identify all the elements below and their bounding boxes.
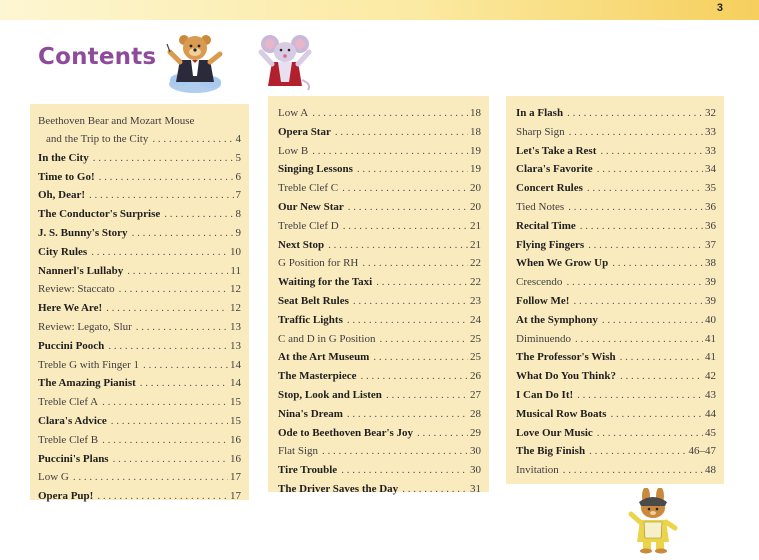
toc-entry[interactable] [30,112,249,130]
leader-dots [353,292,468,311]
contents-column-3 [506,96,724,484]
toc-entry-page: 16 [230,433,241,446]
toc-entry-title: Recital Time [516,219,576,232]
toc-entry-title: Treble G with Finger 1 [38,358,140,371]
toc-entry-title: Flying Fingers [516,238,585,251]
header-band [0,0,759,20]
toc-entry-title: Review: Legato, Slur [38,320,132,333]
leader-dots [597,160,703,179]
toc-entry-page: 20 [470,200,481,213]
toc-entry-title: What Do You Think? [516,370,616,383]
leader-dots [89,186,233,205]
toc-entry-title: Diminuendo [516,332,571,345]
toc-entry-title: I Can Do It! [516,388,574,401]
leader-dots [102,393,228,412]
toc-entry[interactable] [506,442,724,461]
toc-entry[interactable] [268,311,489,330]
leader-dots [402,480,468,499]
toc-entry[interactable] [30,318,249,337]
toc-entry-title: Oh, Dear! [38,189,86,202]
toc-entry[interactable] [268,367,489,386]
leader-dots [602,311,703,330]
toc-entry[interactable] [268,348,489,367]
toc-entry-title: Our New Star [278,200,344,213]
toc-entry-title: Seat Belt Rules [278,294,349,307]
toc-entry-title: Ode to Beethoven Bear's Joy [278,426,414,439]
leader-dots [347,311,468,330]
toc-entry-page: 13 [230,339,241,352]
toc-entry-page: 34 [705,163,716,176]
toc-entry[interactable] [506,104,724,123]
toc-entry-page: 12 [230,302,241,315]
toc-entry-page: 40 [705,313,716,326]
toc-entry-title: Treble Clef D [278,219,339,232]
toc-entry-title: Musical Row Boats [516,407,607,420]
toc-entry-page: 39 [705,294,716,307]
toc-entry[interactable] [30,337,249,356]
toc-entry[interactable] [268,236,489,255]
toc-entry[interactable] [30,431,249,450]
toc-entry[interactable] [506,348,724,367]
leader-dots [343,217,468,236]
toc-entry-title: At the Symphony [516,313,598,326]
toc-entry-page: 7 [235,189,241,202]
toc-entry[interactable] [30,205,249,224]
contents-column-2 [268,96,489,495]
toc-entry[interactable] [268,123,489,142]
toc-entry[interactable] [268,217,489,236]
toc-entry[interactable] [506,160,724,179]
leader-dots [620,367,703,386]
toc-entry[interactable] [268,160,489,179]
page-title: Contents [38,44,157,70]
toc-entry-page: 41 [705,351,716,364]
toc-entry[interactable] [506,254,724,273]
leader-dots [119,280,228,299]
toc-entry-page: 36 [705,219,716,232]
leader-dots [610,405,703,424]
toc-entry[interactable] [506,424,724,443]
toc-entry-page: 22 [470,276,481,289]
toc-entry-page: 33 [705,125,716,138]
leader-dots [99,168,234,187]
toc-entry[interactable] [268,461,489,480]
leader-dots [93,149,234,168]
toc-entry-page: 25 [470,351,481,364]
leader-dots [620,348,703,367]
toc-entry-title: Treble Clef A [38,396,99,409]
toc-entry-page: 44 [705,407,716,420]
toc-entry-title: Love Our Music [516,426,593,439]
toc-entry-page: 23 [470,294,481,307]
toc-entry-title: Waiting for the Taxi [278,276,373,289]
toc-entry-page: 26 [470,370,481,383]
leader-dots [312,104,468,123]
toc-entry-title: Beethoven Bear and Mozart Mouse [38,115,195,127]
toc-entry-page: 8 [235,208,241,221]
toc-entry-page: 29 [470,426,481,439]
toc-entry-title: Time to Go! [38,170,95,183]
toc-entry[interactable] [268,386,489,405]
toc-entry[interactable] [506,236,724,255]
toc-entry-title: Tire Trouble [278,464,338,477]
toc-entry[interactable] [268,142,489,161]
toc-entry-title: The Masterpiece [278,370,357,383]
toc-entry[interactable] [268,480,489,499]
toc-entry[interactable] [506,330,724,349]
toc-entry-title: Singing Lessons [278,163,353,176]
toc-entry[interactable] [30,412,249,431]
leader-dots [566,273,703,292]
toc-entry[interactable] [268,405,489,424]
toc-entry-title: Clara's Advice [38,414,107,427]
leader-dots [164,205,233,224]
leader-dots [379,330,468,349]
toc-entry-page: 13 [230,320,241,333]
leader-dots [373,348,468,367]
toc-entry-title: Invitation [516,464,559,477]
toc-entry[interactable] [268,442,489,461]
toc-entry-title: Nina's Dream [278,407,343,420]
toc-entry-title: J. S. Bunny's Story [38,226,128,239]
toc-entry-title: Puccini Pooch [38,339,105,352]
toc-entry[interactable] [30,487,249,506]
leader-dots [577,386,703,405]
toc-entry-title: Tied Notes [516,200,565,213]
toc-entry-title: Sharp Sign [516,125,565,138]
toc-entry-page: 5 [235,151,241,164]
toc-entry-page: 33 [705,144,716,157]
toc-entry[interactable] [506,405,724,424]
toc-entry-page: 17 [230,471,241,484]
toc-entry-page: 46–47 [688,445,716,458]
toc-entry[interactable] [30,262,249,281]
toc-entry-title: Low A [278,107,309,119]
toc-entry[interactable] [30,450,249,469]
leader-dots [111,412,228,431]
toc-entry-page: 30 [470,445,481,458]
toc-entry-page: 20 [470,182,481,195]
toc-entry-title: and the Trip to the City [46,133,149,145]
leader-dots [362,254,468,273]
leader-dots [569,123,703,142]
toc-entry[interactable] [506,273,724,292]
leader-dots [113,450,228,469]
toc-entry-page: 31 [470,482,481,495]
leader-dots [132,224,234,243]
toc-entry-page: 28 [470,407,481,420]
toc-entry[interactable] [506,367,724,386]
toc-entry[interactable] [30,393,249,412]
toc-entry-page: 12 [230,283,241,296]
leader-dots [108,337,228,356]
toc-entry-page: 45 [705,426,716,439]
toc-entry-page: 41 [705,332,716,345]
toc-entry-title: Nannerl's Lullaby [38,264,124,277]
toc-entry[interactable] [506,386,724,405]
toc-entry-title: Puccini's Plans [38,452,109,465]
toc-entry[interactable] [268,104,489,123]
page-number: 3 [716,2,723,14]
toc-entry[interactable] [506,142,724,161]
toc-entry-page: 4 [235,133,241,145]
toc-entry[interactable] [30,130,249,149]
toc-entry-page: 10 [230,245,241,258]
toc-entry-title: Treble Clef C [278,182,339,195]
toc-entry[interactable] [30,299,249,318]
toc-entry-title: Let's Take a Rest [516,144,597,157]
toc-entry-page: 17 [230,490,241,503]
toc-entry[interactable] [268,292,489,311]
toc-entry-page: 16 [230,452,241,465]
leader-dots [563,461,703,480]
toc-entry-page: 18 [470,125,481,138]
toc-entry-title: Concert Rules [516,182,583,195]
toc-entry-title: G Position for RH [278,257,359,270]
leader-dots [567,104,703,123]
toc-entry[interactable] [30,374,249,393]
toc-entry-title: Flat Sign [278,445,319,458]
toc-entry[interactable] [506,292,724,311]
toc-entry-page: 30 [470,464,481,477]
toc-entry-page: 19 [470,144,481,157]
leader-dots [361,367,469,386]
toc-entry[interactable] [506,217,724,236]
leader-dots [357,160,468,179]
toc-entry-page: 38 [705,257,716,270]
toc-entry[interactable] [506,198,724,217]
leader-dots [580,217,703,236]
toc-entry-page: 42 [705,370,716,383]
toc-entry[interactable] [506,311,724,330]
toc-entry[interactable] [30,468,249,487]
toc-entry-title: Clara's Favorite [516,163,593,176]
toc-entry-title: Crescendo [516,276,563,289]
bear-conductor-icon [166,30,224,94]
toc-entry-title: Follow Me! [516,294,570,307]
contents-column-1 [30,104,249,503]
toc-entry-title: When We Grow Up [516,257,609,270]
toc-entry-title: In the City [38,151,89,164]
leader-dots [342,179,468,198]
leader-dots [347,405,468,424]
leader-dots [136,318,228,337]
leader-dots [376,273,468,292]
toc-entry-page: 37 [705,238,716,251]
leader-dots [127,262,228,281]
toc-entry-title: The Amazing Pianist [38,377,136,390]
leader-dots [152,130,233,149]
toc-entry-title: The Big Finish [516,445,586,458]
leader-dots [312,142,468,161]
toc-entry[interactable] [30,168,249,187]
toc-entry[interactable] [506,179,724,198]
toc-entry-title: Traffic Lights [278,313,343,326]
toc-entry-title: Treble Clef B [38,433,99,446]
toc-entry-page: 21 [470,219,481,232]
toc-entry-title: Opera Pup! [38,490,94,503]
leader-dots [573,292,703,311]
leader-dots [73,468,228,487]
toc-entry-page: 21 [470,238,481,251]
toc-entry-page: 18 [470,107,481,119]
toc-entry[interactable] [268,254,489,273]
toc-entry-page: 39 [705,276,716,289]
leader-dots [97,487,228,506]
toc-entry-page: 14 [230,358,241,371]
toc-entry[interactable] [30,280,249,299]
toc-entry[interactable] [30,224,249,243]
toc-entry-page: 27 [470,388,481,401]
leader-dots [587,179,703,198]
toc-entry[interactable] [268,424,489,443]
leader-dots [612,254,703,273]
leader-dots [143,356,228,375]
leader-dots [600,142,703,161]
toc-entry-title: The Driver Saves the Day [278,482,399,495]
toc-entry-title: Opera Star [278,125,331,138]
toc-entry[interactable] [268,330,489,349]
toc-entry[interactable] [268,179,489,198]
leader-dots [335,123,468,142]
toc-entry-page: 15 [230,396,241,409]
leader-dots [589,442,686,461]
toc-entry-page: 48 [705,464,716,477]
bunny-icon [624,488,684,554]
leader-dots [348,198,468,217]
toc-entry-page: 36 [705,200,716,213]
leader-dots [597,424,703,443]
toc-entry[interactable] [30,356,249,375]
toc-entry-page: 24 [470,313,481,326]
leader-dots [341,461,468,480]
toc-entry-title: Low B [278,144,309,157]
toc-entry-title: C and D in G Position [278,332,376,345]
leader-dots [322,442,468,461]
toc-entry-page: 11 [230,264,241,277]
toc-entry[interactable] [506,123,724,142]
leader-dots [417,424,468,443]
toc-entry-page: 9 [235,226,241,239]
toc-entry-page: 25 [470,332,481,345]
leader-dots [106,299,228,318]
toc-entry-page: 35 [705,182,716,195]
toc-entry[interactable] [30,243,249,262]
toc-entry[interactable] [268,198,489,217]
leader-dots [575,330,703,349]
toc-entry-title: City Rules [38,245,88,258]
toc-entry-title: The Conductor's Surprise [38,208,161,221]
toc-entry[interactable] [506,461,724,480]
toc-entry[interactable] [30,149,249,168]
leader-dots [328,236,468,255]
leader-dots [102,431,228,450]
toc-entry-page: 6 [235,170,241,183]
toc-entry[interactable] [268,273,489,292]
leader-dots [568,198,703,217]
leader-dots [140,374,228,393]
leader-dots [386,386,468,405]
toc-entry-title: Review: Staccato [38,283,115,296]
toc-entry-title: Next Stop [278,238,325,251]
toc-entry-page: 15 [230,414,241,427]
leader-dots [91,243,228,262]
mouse-singer-icon [256,32,314,92]
toc-entry-title: Here We Are! [38,302,103,315]
leader-dots [588,236,703,255]
toc-entry-title: Stop, Look and Listen [278,388,382,401]
toc-entry-page: 22 [470,257,481,270]
toc-entry[interactable] [30,186,249,205]
toc-entry-title: At the Art Museum [278,351,370,364]
toc-entry-page: 14 [230,377,241,390]
toc-entry-title: Low G [38,471,69,484]
toc-entry-page: 32 [705,107,716,119]
toc-entry-page: 43 [705,388,716,401]
toc-entry-title: In a Flash [516,107,564,119]
toc-entry-title: The Professor's Wish [516,351,616,364]
toc-entry-page: 19 [470,163,481,176]
